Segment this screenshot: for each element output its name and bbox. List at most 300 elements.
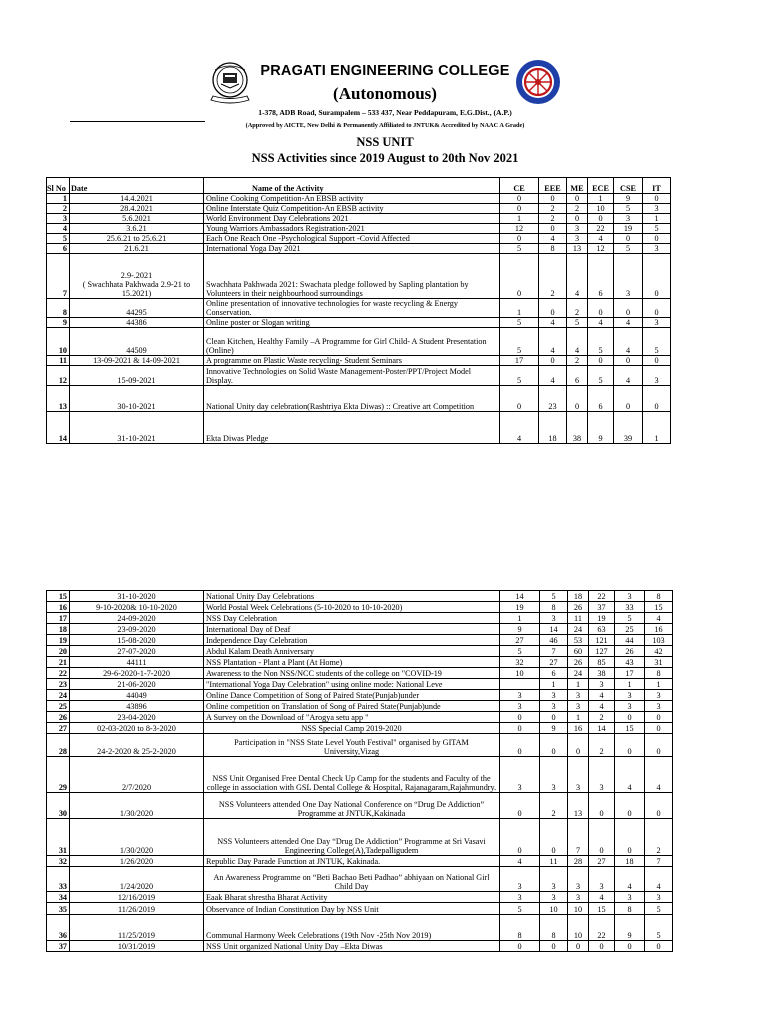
column-header: CSE xyxy=(614,178,643,194)
it-count-cell: 1 xyxy=(643,412,671,444)
cse-count-cell: 4 xyxy=(614,328,643,356)
table-row xyxy=(47,941,673,952)
me-count-cell: 0 xyxy=(568,734,589,757)
table-row xyxy=(47,386,671,412)
date-cell: 21-06-2020 xyxy=(70,679,204,690)
me-count-cell: 13 xyxy=(568,793,589,819)
eee-count-cell: 4 xyxy=(539,366,567,386)
eee-count-cell: 4 xyxy=(539,318,567,328)
date-cell: 9-10-2020& 10-10-2020 xyxy=(70,602,204,613)
cse-count-cell: 0 xyxy=(614,386,643,412)
eee-count-cell: 5 xyxy=(540,591,568,602)
serial-number-cell: 9 xyxy=(47,318,70,328)
serial-number-cell: 35 xyxy=(47,903,70,915)
ece-count-cell: 19 xyxy=(589,613,615,624)
activity-name-cell: Online presentation of innovative technologies for waste recycling & Energy Conservation. xyxy=(204,299,500,318)
activity-name-cell: Online poster or Slogan writing xyxy=(204,318,500,328)
ece-count-cell: 0 xyxy=(588,356,614,366)
cse-count-cell: 5 xyxy=(615,613,645,624)
ece-count-cell: 10 xyxy=(588,204,614,214)
column-header: IT xyxy=(643,178,671,194)
date-cell: 31-10-2020 xyxy=(70,591,204,602)
ce-count-cell: 0 xyxy=(500,712,540,723)
ece-count-cell: 12 xyxy=(588,244,614,254)
it-count-cell: 3 xyxy=(643,366,671,386)
ce-count-cell: 0 xyxy=(500,734,540,757)
column-header: ECE xyxy=(588,178,614,194)
table-row xyxy=(47,366,671,386)
activity-name-cell: Eaak Bharat shresthа Bharat Activity xyxy=(204,892,500,903)
activity-name-cell: NSS Unit Organised Free Dental Check Up Camp for the students and Faculty of the college in association with GSL Dental College & Hospital, Rajanagaram,Rajahmundry. xyxy=(204,757,500,793)
activity-name-cell: A programme on Plastic Waste recycling- Student Seminars xyxy=(204,356,500,366)
it-count-cell: 0 xyxy=(645,941,673,952)
date-cell: 11/26/2019 xyxy=(70,903,204,915)
eee-count-cell: 4 xyxy=(539,328,567,356)
ce-count-cell: 0 xyxy=(500,254,539,299)
it-count-cell: 3 xyxy=(645,701,673,712)
eee-count-cell: 9 xyxy=(540,723,568,734)
it-count-cell: 1 xyxy=(645,679,673,690)
cse-count-cell: 5 xyxy=(614,244,643,254)
me-count-cell: 0 xyxy=(568,941,589,952)
table-row xyxy=(47,734,673,757)
eee-count-cell: 8 xyxy=(540,602,568,613)
table-row xyxy=(47,244,671,254)
it-count-cell: 0 xyxy=(645,793,673,819)
date-cell: 29-6-2020-1-7-2020 xyxy=(70,668,204,679)
activity-name-cell: Each One Reach One -Psychological Support -Covid Affected xyxy=(204,234,500,244)
me-count-cell: 18 xyxy=(568,591,589,602)
activity-name-cell: An Awareness Programme on “Beti Bachao Beti Padhao” abhiyaan on National Girl Child Day xyxy=(204,867,500,892)
serial-number-cell: 24 xyxy=(47,690,70,701)
ece-count-cell: 9 xyxy=(588,412,614,444)
table-row xyxy=(47,892,673,903)
cse-count-cell: 1 xyxy=(615,679,645,690)
activity-name-cell: Republic Day Parade Function at JNTUK, Kakinada. xyxy=(204,856,500,867)
date-cell: 11/25/2019 xyxy=(70,915,204,941)
date-cell: 23-09-2020 xyxy=(70,624,204,635)
ece-count-cell: 2 xyxy=(589,734,615,757)
date-cell: 1/30/2020 xyxy=(70,819,204,856)
date-cell: 43896 xyxy=(70,701,204,712)
it-count-cell: 3 xyxy=(645,892,673,903)
activity-name-cell: NSS Volunteers attended One Day “Drug De Addiction” Programme at Sri Vasavi Engineering College(A),Tadepalligudem xyxy=(204,819,500,856)
me-count-cell: 2 xyxy=(567,204,588,214)
date-cell: 44386 xyxy=(70,318,204,328)
ece-count-cell: 5 xyxy=(588,366,614,386)
date-cell: 2.9-.2021 ( Swachhata Pakhwada 2.9-21 to 15.2021) xyxy=(70,254,204,299)
column-header: EEE xyxy=(539,178,567,194)
activity-name-cell: NSS Day Celebration xyxy=(204,613,500,624)
date-cell: 13-09-2021 & 14-09-2021 xyxy=(70,356,204,366)
table-row xyxy=(47,915,673,941)
me-count-cell: 6 xyxy=(567,366,588,386)
cse-count-cell: 15 xyxy=(615,723,645,734)
cse-count-cell: 9 xyxy=(615,915,645,941)
serial-number-cell: 7 xyxy=(47,254,70,299)
cse-count-cell: 0 xyxy=(615,734,645,757)
it-count-cell: 3 xyxy=(645,690,673,701)
date-cell: 24-2-2020 & 25-2-2020 xyxy=(70,734,204,757)
me-count-cell: 16 xyxy=(568,723,589,734)
cse-count-cell: 43 xyxy=(615,657,645,668)
table-row xyxy=(47,224,671,234)
ce-count-cell: 1 xyxy=(500,214,539,224)
eee-count-cell: 0 xyxy=(540,819,568,856)
date-cell: 28.4.2021 xyxy=(70,204,204,214)
date-cell: 15-08-2020 xyxy=(70,635,204,646)
it-count-cell: 3 xyxy=(643,204,671,214)
eee-count-cell: 8 xyxy=(540,915,568,941)
table-row xyxy=(47,712,673,723)
serial-number-cell: 2 xyxy=(47,204,70,214)
table-row xyxy=(47,602,673,613)
table-row xyxy=(47,723,673,734)
activity-name-cell: Participation in "NSS State Level Youth Festival" organised by GITAM University,Vizag xyxy=(204,734,500,757)
date-cell: 30-10-2021 xyxy=(70,386,204,412)
date-cell: 2/7/2020 xyxy=(70,757,204,793)
it-count-cell: 3 xyxy=(643,318,671,328)
it-count-cell: 4 xyxy=(645,613,673,624)
me-count-cell: 60 xyxy=(568,646,589,657)
ce-count-cell: 3 xyxy=(500,757,540,793)
date-cell: 25.6.21 to 25.6.21 xyxy=(70,234,204,244)
ce-count-cell: 4 xyxy=(500,412,539,444)
ce-count-cell: 0 xyxy=(500,941,540,952)
ce-count-cell: 0 xyxy=(500,793,540,819)
it-count-cell: 2 xyxy=(645,819,673,856)
me-count-cell: 26 xyxy=(568,602,589,613)
activity-name-cell: Ekta Diwas Pledge xyxy=(204,412,500,444)
table-row xyxy=(47,328,671,356)
ce-count-cell: 8 xyxy=(500,915,540,941)
activities-table-part-1 xyxy=(46,177,671,444)
table-row xyxy=(47,646,673,657)
ce-count-cell: 0 xyxy=(500,723,540,734)
activity-name-cell: "International Yoga Day Celebration" using online mode: National Leve xyxy=(204,679,500,690)
serial-number-cell: 36 xyxy=(47,915,70,941)
college-emblem-icon xyxy=(205,60,255,108)
serial-number-cell: 25 xyxy=(47,701,70,712)
activity-name-cell: Innovative Technologies on Solid Waste Management-Poster/PPT/Project Model Display. xyxy=(204,366,500,386)
ece-count-cell: 2 xyxy=(589,712,615,723)
it-count-cell: 15 xyxy=(645,602,673,613)
it-count-cell: 1 xyxy=(643,214,671,224)
ce-count-cell: 3 xyxy=(500,892,540,903)
ece-count-cell: 4 xyxy=(589,892,615,903)
it-count-cell: 3 xyxy=(643,244,671,254)
me-count-cell: 28 xyxy=(568,856,589,867)
it-count-cell: 0 xyxy=(643,254,671,299)
eee-count-cell: 0 xyxy=(540,734,568,757)
ce-count-cell: 0 xyxy=(500,234,539,244)
it-count-cell: 0 xyxy=(643,194,671,204)
me-count-cell: 38 xyxy=(567,412,588,444)
cse-count-cell: 3 xyxy=(614,254,643,299)
ece-count-cell: 22 xyxy=(588,224,614,234)
cse-count-cell: 44 xyxy=(615,635,645,646)
it-count-cell: 0 xyxy=(643,234,671,244)
ece-count-cell: 3 xyxy=(589,757,615,793)
ce-count-cell: 3 xyxy=(500,701,540,712)
ce-count-cell: 1 xyxy=(500,613,540,624)
serial-number-cell: 19 xyxy=(47,635,70,646)
cse-count-cell: 3 xyxy=(615,701,645,712)
column-header: CE xyxy=(500,178,539,194)
ce-count-cell: 5 xyxy=(500,903,540,915)
activity-name-cell: NSS Unit organized National Unity Day –Ekta Diwas xyxy=(204,941,500,952)
serial-number-cell: 22 xyxy=(47,668,70,679)
activity-name-cell: Online competition on Translation of Song of Paired State(Punjab)unde xyxy=(204,701,500,712)
table-header-row xyxy=(47,178,671,194)
table-row xyxy=(47,613,673,624)
activity-name-cell: National Unity day celebration(Rashtriya Ekta Diwas) :: Creative art Competition xyxy=(204,386,500,412)
date-cell: 44111 xyxy=(70,657,204,668)
serial-number-cell: 29 xyxy=(47,757,70,793)
activity-name-cell: Online Cooking Competition-An EBSB activity xyxy=(204,194,500,204)
cse-count-cell: 4 xyxy=(614,366,643,386)
me-count-cell: 26 xyxy=(568,657,589,668)
column-header: Sl No xyxy=(47,178,70,194)
cse-count-cell: 4 xyxy=(615,757,645,793)
serial-number-cell: 14 xyxy=(47,412,70,444)
eee-count-cell: 11 xyxy=(540,856,568,867)
it-count-cell: 5 xyxy=(643,224,671,234)
ce-count-cell: 5 xyxy=(500,244,539,254)
ece-count-cell: 127 xyxy=(589,646,615,657)
cse-count-cell: 18 xyxy=(615,856,645,867)
serial-number-cell: 27 xyxy=(47,723,70,734)
eee-count-cell: 46 xyxy=(540,635,568,646)
it-count-cell: 0 xyxy=(645,712,673,723)
table-row xyxy=(47,757,673,793)
table-row xyxy=(47,701,673,712)
date-cell: 1/30/2020 xyxy=(70,793,204,819)
table-row xyxy=(47,903,673,915)
cse-count-cell: 0 xyxy=(615,941,645,952)
ce-count-cell: 0 xyxy=(500,819,540,856)
table-row xyxy=(47,624,673,635)
eee-count-cell: 4 xyxy=(539,234,567,244)
it-count-cell: 31 xyxy=(645,657,673,668)
me-count-cell: 1 xyxy=(568,679,589,690)
me-count-cell: 3 xyxy=(568,892,589,903)
activity-name-cell: NSS Special Camp 2019-2020 xyxy=(204,723,500,734)
table-row xyxy=(47,793,673,819)
serial-number-cell: 28 xyxy=(47,734,70,757)
serial-number-cell: 6 xyxy=(47,244,70,254)
eee-count-cell: 0 xyxy=(539,194,567,204)
eee-count-cell: 23 xyxy=(539,386,567,412)
activity-name-cell: World Postal Week Celebrations (5-10-2020 to 10-10-2020) xyxy=(204,602,500,613)
ce-count-cell: 5 xyxy=(500,328,539,356)
eee-count-cell: 2 xyxy=(540,793,568,819)
me-count-cell: 3 xyxy=(568,757,589,793)
ce-count-cell: 14 xyxy=(500,591,540,602)
serial-number-cell: 31 xyxy=(47,819,70,856)
activity-name-cell: NSS Plantation - Plant a Plant (At Home) xyxy=(204,657,500,668)
it-count-cell: 42 xyxy=(645,646,673,657)
activity-name-cell: Online Interstate Quiz Competition-An EBSB activity xyxy=(204,204,500,214)
ce-count-cell: 5 xyxy=(500,318,539,328)
activity-name-cell: International Day of Deaf xyxy=(204,624,500,635)
cse-count-cell: 5 xyxy=(614,204,643,214)
it-count-cell: 4 xyxy=(645,867,673,892)
ece-count-cell: 85 xyxy=(589,657,615,668)
serial-number-cell: 13 xyxy=(47,386,70,412)
cse-count-cell: 3 xyxy=(614,214,643,224)
cse-count-cell: 25 xyxy=(615,624,645,635)
ece-count-cell: 27 xyxy=(589,856,615,867)
activity-name-cell: NSS Volunteers attended One Day National Conference on “Drug De Addiction” Programme at JNTUK,Kakinada xyxy=(204,793,500,819)
me-count-cell: 0 xyxy=(567,386,588,412)
me-count-cell: 3 xyxy=(567,234,588,244)
it-count-cell: 0 xyxy=(645,734,673,757)
document-subtitle: NSS Activities since 2019 August to 20th Nov 2021 xyxy=(251,151,519,165)
eee-count-cell: 3 xyxy=(540,757,568,793)
ece-count-cell: 4 xyxy=(588,234,614,244)
me-count-cell: 3 xyxy=(568,690,589,701)
date-cell: 10/31/2019 xyxy=(70,941,204,952)
ece-count-cell: 5 xyxy=(588,328,614,356)
me-count-cell: 53 xyxy=(568,635,589,646)
date-cell: 15-09-2021 xyxy=(70,366,204,386)
it-count-cell: 8 xyxy=(645,591,673,602)
eee-count-cell: 2 xyxy=(539,254,567,299)
it-count-cell: 4 xyxy=(645,757,673,793)
eee-count-cell: 3 xyxy=(540,701,568,712)
ece-count-cell: 1 xyxy=(588,194,614,204)
cse-count-cell: 3 xyxy=(615,591,645,602)
eee-count-cell: 2 xyxy=(539,204,567,214)
ce-count-cell: 12 xyxy=(500,224,539,234)
date-cell: 44295 xyxy=(70,299,204,318)
eee-count-cell: 10 xyxy=(540,903,568,915)
autonomous-label: (Autonomous) xyxy=(333,84,437,103)
eee-count-cell: 6 xyxy=(540,668,568,679)
table-row xyxy=(47,194,671,204)
it-count-cell: 103 xyxy=(645,635,673,646)
table-row xyxy=(47,856,673,867)
ce-count-cell: 1 xyxy=(500,299,539,318)
cse-count-cell: 26 xyxy=(615,646,645,657)
table-row xyxy=(47,356,671,366)
eee-count-cell: 1 xyxy=(540,679,568,690)
ce-count-cell: 32 xyxy=(500,657,540,668)
table-row xyxy=(47,204,671,214)
activity-name-cell: Abdul Kalam Death Anniversary xyxy=(204,646,500,657)
activity-name-cell: Observance of Indian Constitution Day by NSS Unit xyxy=(204,903,500,915)
eee-count-cell: 3 xyxy=(540,892,568,903)
ece-count-cell: 0 xyxy=(589,941,615,952)
cse-count-cell: 0 xyxy=(615,793,645,819)
college-name: PRAGATI ENGINEERING COLLEGE xyxy=(260,63,510,79)
cse-count-cell: 33 xyxy=(615,602,645,613)
cse-count-cell: 0 xyxy=(615,712,645,723)
me-count-cell: 13 xyxy=(567,244,588,254)
me-count-cell: 4 xyxy=(567,254,588,299)
it-count-cell: 0 xyxy=(643,356,671,366)
eee-count-cell: 27 xyxy=(540,657,568,668)
activity-name-cell: Awareness to the Non NSS/NCC students of the college on "COVID-19 xyxy=(204,668,500,679)
eee-count-cell: 2 xyxy=(539,214,567,224)
cse-count-cell: 19 xyxy=(614,224,643,234)
serial-number-cell: 34 xyxy=(47,892,70,903)
eee-count-cell: 7 xyxy=(540,646,568,657)
ece-count-cell: 4 xyxy=(588,318,614,328)
me-count-cell: 10 xyxy=(568,915,589,941)
table-row xyxy=(47,591,673,602)
me-count-cell: 24 xyxy=(568,668,589,679)
cse-count-cell: 39 xyxy=(614,412,643,444)
cse-count-cell: 8 xyxy=(615,903,645,915)
ce-count-cell: 19 xyxy=(500,602,540,613)
date-cell: 31-10-2021 xyxy=(70,412,204,444)
ece-count-cell: 0 xyxy=(588,214,614,224)
serial-number-cell: 18 xyxy=(47,624,70,635)
table-row xyxy=(47,214,671,224)
serial-number-cell: 15 xyxy=(47,591,70,602)
date-cell: 27-07-2020 xyxy=(70,646,204,657)
it-count-cell: 8 xyxy=(645,668,673,679)
activity-name-cell: World Environment Day Celebrations 2021 xyxy=(204,214,500,224)
me-count-cell: 11 xyxy=(568,613,589,624)
table-row xyxy=(47,234,671,244)
it-count-cell: 0 xyxy=(645,723,673,734)
it-count-cell: 0 xyxy=(643,386,671,412)
ece-count-cell: 121 xyxy=(589,635,615,646)
me-count-cell: 3 xyxy=(568,867,589,892)
activity-name-cell: International Yoga Day 2021 xyxy=(204,244,500,254)
ce-count-cell: 0 xyxy=(500,194,539,204)
activity-name-cell: A Survey on the Download of "Arogya setu app " xyxy=(204,712,500,723)
cse-count-cell: 4 xyxy=(614,318,643,328)
ece-count-cell: 6 xyxy=(588,254,614,299)
eee-count-cell: 3 xyxy=(540,690,568,701)
me-count-cell: 2 xyxy=(567,299,588,318)
ce-count-cell: 5 xyxy=(500,646,540,657)
column-header: Name of the Activity xyxy=(204,178,500,194)
it-count-cell: 16 xyxy=(645,624,673,635)
ce-count-cell: 0 xyxy=(500,386,539,412)
eee-count-cell: 8 xyxy=(539,244,567,254)
ece-count-cell: 3 xyxy=(589,867,615,892)
column-header: Date xyxy=(70,178,204,194)
ce-count-cell xyxy=(500,679,540,690)
eee-count-cell: 0 xyxy=(540,941,568,952)
activity-name-cell: Communal Harmony Week Celebrations (19th Nov -25th Nov 2019) xyxy=(204,915,500,941)
ce-count-cell: 5 xyxy=(500,366,539,386)
serial-number-cell: 23 xyxy=(47,679,70,690)
date-cell: 44049 xyxy=(70,690,204,701)
column-header: ME xyxy=(567,178,588,194)
serial-number-cell: 33 xyxy=(47,867,70,892)
activity-name-cell: Swachhata Pakhwada 2021: Swachata pledge followed by Sapling plantation by Volunteers in their neighbourhood surroundings xyxy=(204,254,500,299)
ece-count-cell: 14 xyxy=(589,723,615,734)
date-cell: 12/16/2019 xyxy=(70,892,204,903)
table-row xyxy=(47,867,673,892)
serial-number-cell: 32 xyxy=(47,856,70,867)
date-cell: 44509 xyxy=(70,328,204,356)
table-row xyxy=(47,254,671,299)
activity-name-cell: Online Dance Competition of Song of Paired State(Punjab)under xyxy=(204,690,500,701)
serial-number-cell: 12 xyxy=(47,366,70,386)
activity-name-cell: Independence Day Celebration xyxy=(204,635,500,646)
ece-count-cell: 63 xyxy=(589,624,615,635)
nss-logo-icon xyxy=(513,57,563,107)
me-count-cell: 3 xyxy=(568,701,589,712)
table-row xyxy=(47,657,673,668)
